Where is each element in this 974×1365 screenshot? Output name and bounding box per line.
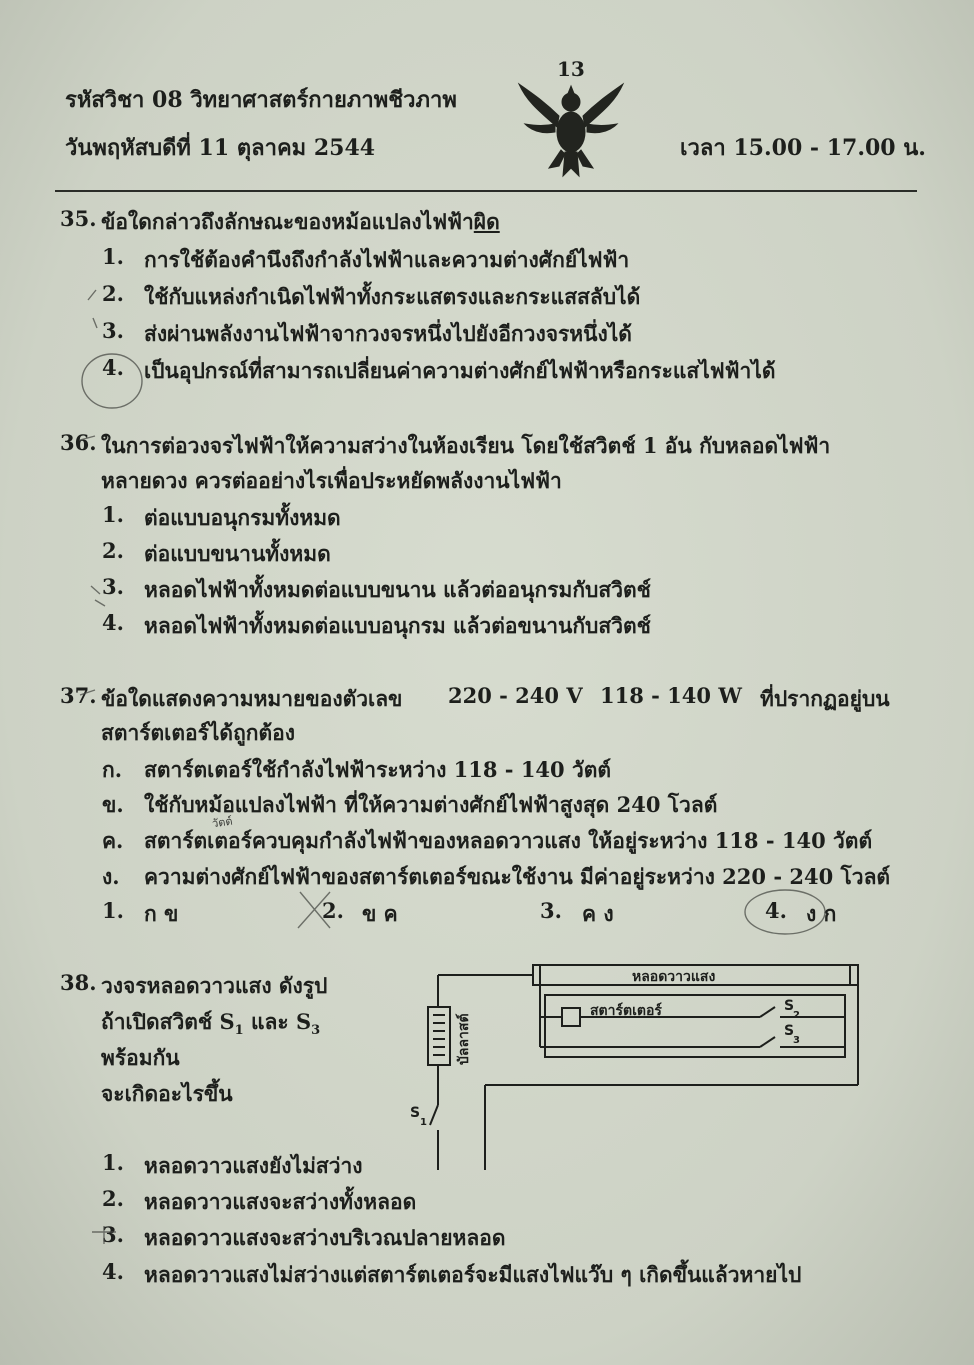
- q36-option-2: ต่อแบบขนานทั้งหมด: [144, 541, 331, 566]
- q37-line-1-tail: ที่ปรากฏอยู่บน: [760, 686, 890, 711]
- exam-time: เวลา 15.00 - 17.00 น.: [680, 135, 926, 161]
- q37-statement-4: ความต่างศักย์ไฟฟ้าของสตาร์ตเตอร์ขณะใช้งาน มีค่าอยู่ระหว่าง 220 - 240 โวลต์: [144, 864, 891, 889]
- starter-label: สตาร์ตเตอร์: [590, 1003, 662, 1019]
- lamp-label: หลอดวาวแสง: [632, 969, 716, 985]
- q37-number: 37.: [60, 683, 97, 708]
- q37-choice-1-number: 1.: [102, 898, 124, 923]
- q35-option-4: เป็นอุปกรณ์ที่สามารถเปลี่ยนค่าความต่างศักย์ไฟฟ้าหรือกระแสไฟฟ้าได้: [144, 358, 776, 383]
- q37-statement-2: ใช้กับหม้อแปลงไฟฟ้า ที่ให้ความต่างศักย์ไฟฟ้าสูงสุด 240 โวลต์: [144, 792, 718, 817]
- q37-choice-3: ค ง: [582, 901, 614, 926]
- q36-option-3-number: 3.: [102, 574, 124, 599]
- s2-subscript: 2: [793, 1010, 800, 1021]
- check-mark: [88, 290, 97, 328]
- q35-option-3: ส่งผ่านพลังงานไฟฟ้าจากวงจรหนึ่งไปยังอีกวงจรหนึ่งได้: [144, 321, 632, 346]
- q36-option-3: หลอดไฟฟ้าทั้งหมดต่อแบบขนาน แล้วต่ออนุกรมกับสวิตช์: [144, 577, 651, 602]
- q35-option-2: ใช้กับแหล่งกำเนิดไฟฟ้าทั้งกระแสตรงและกระแสสลับได้: [144, 284, 641, 309]
- q35-option-3-number: 3.: [102, 318, 124, 343]
- q37-choice-4-number: 4.: [765, 898, 787, 923]
- q38-line-4: จะเกิดอะไรขึ้น: [101, 1081, 233, 1106]
- q36-number: 36.: [60, 430, 97, 455]
- q36-option-1: ต่อแบบอนุกรมทั้งหมด: [144, 505, 341, 530]
- s3-subscript: 3: [793, 1035, 800, 1046]
- q36-option-2-number: 2.: [102, 538, 124, 563]
- q37-voltage-range: 220 - 240 V: [448, 683, 583, 708]
- q37-statement-3: สตาร์ตเตอร์ควบคุมกำลังไฟฟ้าของหลอดวาวแสง ให้อยู่ระหว่าง 118 - 140 วัตต์: [144, 828, 873, 853]
- answer-circle-mark: [82, 354, 142, 408]
- cross-mark: [298, 892, 330, 928]
- q36-line-1: ในการต่อวงจรไฟฟ้าให้ความสว่างในห้องเรียน โดยใช้สวิตช์ 1 อัน กับหลอดไฟฟ้า: [101, 433, 831, 458]
- q38-line-3: พร้อมกัน: [101, 1045, 180, 1070]
- s2-label: S: [784, 998, 795, 1014]
- handwritten-note: วัตต์: [211, 814, 234, 831]
- q36-line-2: หลายดวง ควรต่ออย่างไรเพื่อประหยัดพลังงานไฟฟ้า: [101, 468, 562, 493]
- exam-date: วันพฤหัสบดีที่ 11 ตุลาคม 2544: [65, 135, 376, 161]
- answer-circle-mark: [745, 890, 825, 934]
- q38-option-4-number: 4.: [102, 1259, 124, 1284]
- q37-choice-4: ง ก: [806, 901, 837, 926]
- q38-number: 38.: [60, 970, 97, 995]
- q37-choice-2-number: 2.: [322, 898, 344, 923]
- q37-statement-2-label: ข.: [102, 792, 124, 817]
- q35-option-1-number: 1.: [102, 244, 124, 269]
- q37-statement-1: สตาร์ตเตอร์ใช้กำลังไฟฟ้าระหว่าง 118 - 140 วัตต์: [144, 757, 612, 782]
- s1-label: S: [410, 1105, 421, 1121]
- q35-option-1: การใช้ต้องคำนึงถึงกำลังไฟฟ้าและความต่างศักย์ไฟฟ้า: [144, 247, 630, 272]
- q38-option-3-number: 3.: [102, 1222, 124, 1247]
- q38-option-2: หลอดวาวแสงจะสว่างทั้งหลอด: [144, 1189, 417, 1214]
- q38-option-2-number: 2.: [102, 1186, 124, 1211]
- s3-label: S: [784, 1023, 795, 1039]
- q37-choice-1: ก ข: [144, 901, 179, 926]
- q37-choice-3-number: 3.: [540, 898, 562, 923]
- q37-statement-3-label: ค.: [102, 828, 124, 853]
- q36-option-4-number: 4.: [102, 610, 124, 635]
- q38-option-1-number: 1.: [102, 1150, 124, 1175]
- q35-number: 35.: [60, 206, 97, 231]
- q37-statement-4-label: ง.: [102, 864, 120, 889]
- q37-statement-1-label: ก.: [102, 757, 123, 782]
- q38-option-4: หลอดวาวแสงไม่สว่างแต่สตาร์ตเตอร์จะมีแสงไฟแว๊บ ๆ เกิดขึ้นแล้วหายไป: [144, 1262, 802, 1287]
- q35-text: ข้อใดกล่าวถึงลักษณะของหม้อแปลงไฟฟ้าผิด: [101, 209, 500, 234]
- q37-choice-2: ข ค: [362, 901, 398, 926]
- q38-option-1: หลอดวาวแสงยังไม่สว่าง: [144, 1153, 363, 1178]
- q37-wattage-range: 118 - 140 W: [600, 683, 742, 708]
- s1-subscript: 1: [420, 1117, 427, 1128]
- q38-option-3: หลอดวาวแสงจะสว่างบริเวณปลายหลอด: [144, 1225, 506, 1250]
- q38-line-2: ถ้าเปิดสวิตช์ $S_1$ และ $S_3$: [101, 1009, 321, 1039]
- q38-line-1: วงจรหลอดวาวแสง ดังรูป: [101, 973, 328, 998]
- check-mark: [80, 436, 95, 695]
- q37-line-1-text: ข้อใดแสดงความหมายของตัวเลข: [101, 686, 403, 711]
- q36-option-1-number: 1.: [102, 502, 124, 527]
- q37-line-2: สตาร์ตเตอร์ได้ถูกต้อง: [101, 720, 296, 745]
- q36-option-4: หลอดไฟฟ้าทั้งหมดต่อแบบอนุกรม แล้วต่อขนานกับสวิตช์: [144, 613, 651, 638]
- check-mark: [92, 1226, 116, 1244]
- q35-option-2-number: 2.: [102, 281, 124, 306]
- ballast-label: บัลลาสต์: [456, 1013, 472, 1065]
- check-mark: [91, 586, 105, 606]
- page-number: 13: [557, 57, 585, 81]
- subject-code: รหัสวิชา 08 วิทยาศาสตร์กายภาพชีวภาพ: [65, 87, 457, 113]
- q35-option-4-number: 4.: [102, 355, 124, 380]
